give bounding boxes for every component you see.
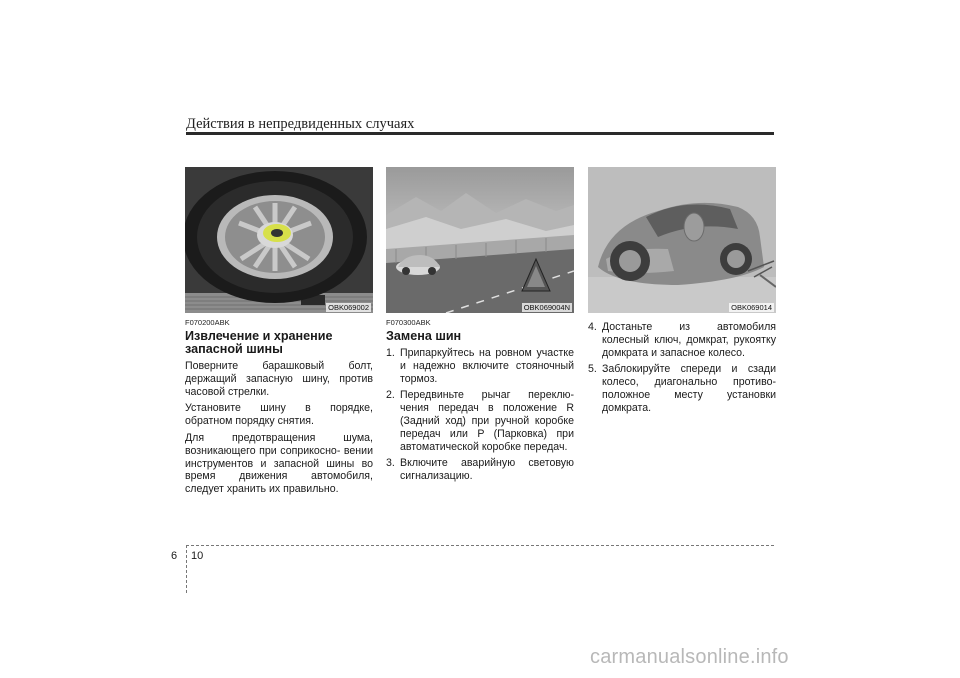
list-item: 1. Припаркуйтесь на ровном участке и надежно включите стояночный тормоз. <box>386 347 574 385</box>
header-rule <box>186 132 774 135</box>
figure-code: OBK069002 <box>328 303 369 312</box>
list-item: 5. Заблокируйте спереди и сзади колесо, диагонально противо- положное месту установки домкрата. <box>588 363 776 414</box>
list-item: 2. Передвиньте рычаг переклю- чения передач в положение R (Задний ход) при ручной коробке передач или P (Парковка) при автоматической коробке передач. <box>386 389 574 453</box>
footer-rule <box>186 545 774 546</box>
paragraph: Установите шину в порядке, обратном порядку снятия. <box>185 402 373 428</box>
section-title: Извлечение и хранение запасной шины <box>185 329 333 356</box>
roadside-illustration <box>386 167 574 313</box>
spare-tire-illustration <box>185 167 373 313</box>
list-item: 4. Достаньте из автомобиля колесный ключ, домкрат, рукоятку домкрата и запасное колесо. <box>588 321 776 359</box>
paragraph: Поверните барашковый болт, держащий запасную шину, против часовой стрелки. <box>185 360 373 398</box>
figure-code: OBK069004N <box>523 303 570 312</box>
column-spare-tire <box>185 167 373 496</box>
chapter-number: 6 <box>171 550 178 562</box>
section-code: F070300ABK <box>386 318 431 327</box>
watermark: carmanualsonline.info <box>590 646 789 668</box>
section-title: Замена шин <box>386 329 462 343</box>
page-number: 10 <box>191 550 204 562</box>
paragraph: Для предотвращения шума, возникающего при соприкосно- вении инструментов и запасной шины во время движения автомобиля, следует хранить их правильно. <box>185 431 373 496</box>
figure-roadside <box>386 167 574 313</box>
figure-code: OBK069014 <box>731 303 772 312</box>
steps-list <box>588 321 776 415</box>
list-item: 3. Включите аварийную световую сигнализацию. <box>386 457 574 483</box>
section-code: F070200ABK <box>185 318 230 327</box>
car-tools-illustration <box>588 167 776 313</box>
column-changing-tires <box>386 167 574 487</box>
footer-divider <box>186 545 187 593</box>
figure-car-tools <box>588 167 776 313</box>
page-header-title: Действия в непредвиденных случаях <box>186 116 415 132</box>
figure-spare-tire <box>185 167 373 313</box>
column-wheel-tools <box>588 167 776 419</box>
steps-list <box>386 347 574 483</box>
